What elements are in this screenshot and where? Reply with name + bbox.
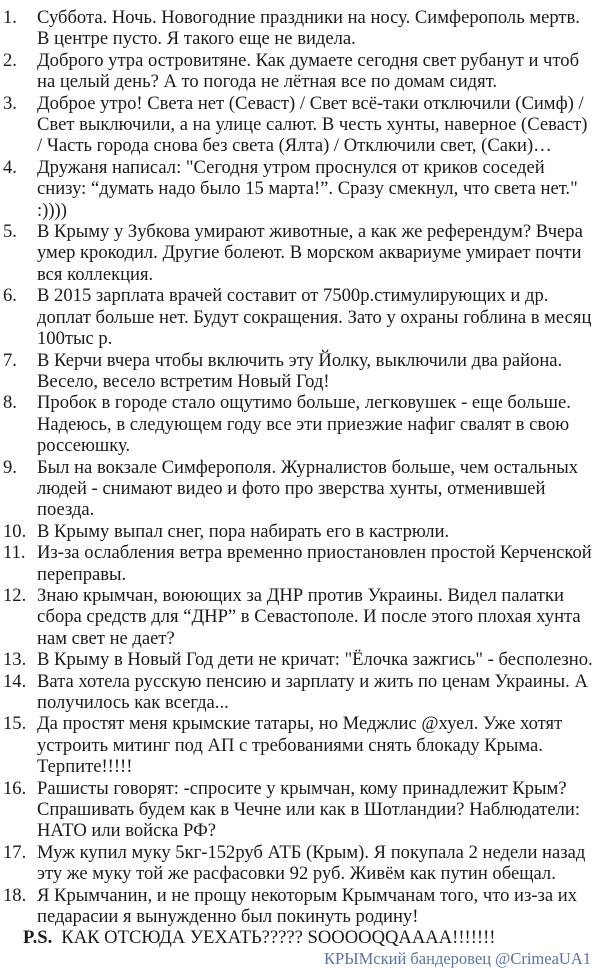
author-credit: КРЫМский бандеровец @CrimeaUA1 (324, 948, 591, 968)
item-text: Вата хотела русскую пенсию и зарплату и жить по ценам Украины. А получилось как всегда... (37, 670, 588, 713)
list-item (0, 885, 598, 928)
item-text: В Крыму у Зубкова умирают животные, а как же референдум? Вчера умер крокодил. Другие болеют. В морском аквариуме умирает почти вся коллекция. (37, 221, 583, 285)
numbered-list (0, 7, 598, 927)
list-item (0, 350, 598, 393)
list-item (0, 521, 598, 542)
item-text: В Крыму в Новый Год дети не кричат: "Ёлочка зажгись" - бесполезно. (37, 649, 593, 671)
item-number: 14. (3, 670, 27, 692)
list-item (0, 671, 598, 714)
list-item (0, 542, 598, 585)
item-number: 12. (3, 584, 27, 606)
item-text: В 2015 зарплата врачей составит от 7500р.стимулирующих и др. доплат больше нет. Будут сокращения. Зато у охраны гоблина в месяц 100тыс р. (37, 285, 592, 350)
list-item (0, 392, 598, 456)
list-item (0, 157, 598, 221)
item-text: Пробок в городе стало ощутимо больше, легковушек - еще больше. Надеюсь, в следующем году все эти приезжие нафиг свалят в свою россеюшку. (37, 392, 571, 457)
item-number: 3. (3, 92, 17, 114)
item-number: 5. (3, 221, 17, 243)
item-number: 16. (3, 777, 27, 799)
item-text: Дружаня написал: "Сегодня утром проснулся от криков соседей снизу: “думать надо было 15 марта!”. Сразу смекнул, что света нет." :)))) (37, 156, 578, 221)
item-text: Из-за ослабления ветра временно приостановлен простой Керченской переправы. (37, 542, 592, 585)
item-text: Был на вокзале Симферополя. Журналистов больше, чем остальных людей - снимают видео и фото про зверства хунты, отменившей поезда. (37, 456, 579, 521)
item-text: Да простят меня крымские татары, но Меджлис @хуел. Уже хотят устроить митинг под АП с требованиями снять блокаду Крыма. Терпите!!!!! (37, 713, 563, 778)
item-number: 2. (3, 49, 17, 71)
item-number: 4. (3, 156, 17, 178)
item-number: 1. (3, 7, 17, 28)
item-number: 8. (3, 392, 17, 414)
list-item (0, 7, 598, 50)
item-number: 17. (3, 841, 27, 863)
item-number: 7. (3, 349, 17, 371)
item-number: 9. (3, 456, 17, 478)
item-text: Суббота. Ночь. Новогодние праздники на носу. Симферополь мертв. В центре пусто. Я такого еще не видела. (37, 7, 580, 50)
list-item (0, 50, 598, 93)
item-number: 6. (3, 285, 17, 307)
item-text: Рашисты говорят: -спросите у крымчан, кому принадлежит Крым? Спрашивать будем как в Чечне или как в Шотландии? Наблюдатели: НАТО или войска РФ? (37, 777, 580, 842)
ps-text: КАК ОТСЮДА УЕХАТЬ????? SOOOOQQAAAA!!!!!!! (61, 927, 496, 949)
item-text: Доброго утра островитяне. Как думаете сегодня свет рубанут и чтоб на целый день? А то погода не лётная все по домам сидят. (37, 49, 580, 93)
list-item (0, 285, 598, 349)
item-text: В Крыму выпал снег, пора набирать его в кастрюли. (37, 520, 450, 542)
item-number: 13. (3, 649, 27, 671)
item-text: Муж купил муку 5кг-152руб АТБ (Крым). Я покупала 2 недели назад эту же муку той же расфасовки 92 руб. Живём как путин обещал. (37, 841, 586, 885)
list-item (0, 457, 598, 521)
item-text: Я Крымчанин, и не прощу некоторым Крымчанам того, что из-за их педарасии я вынужденно был покинуть родину! (37, 884, 578, 928)
list-item (0, 842, 598, 885)
item-number: 10. (3, 520, 27, 542)
item-text: Знаю крымчан, воюющих за ДНР против Украины. Видел палатки сбора средств для “ДНР” в Севастополе. И после этого плохая хунта нам свет не дает? (37, 584, 581, 649)
ps-line (0, 927, 598, 948)
list-item (0, 778, 598, 842)
item-number: 15. (3, 713, 27, 735)
list-item (0, 93, 598, 157)
ps-label: P.S. (23, 927, 53, 949)
list-item (0, 713, 598, 777)
item-number: 18. (3, 884, 27, 906)
list-item (0, 649, 598, 670)
item-text: В Керчи вчера чтобы включить эту Йолку, выключили два района. Весело, весело встретим Новый Год! (37, 349, 563, 392)
list-item (0, 585, 598, 649)
item-number: 11. (3, 542, 26, 564)
item-text: Доброе утро! Света нет (Севаст) / Свет всё-таки отключили (Симф) / Свет выключили, а на улице салют. В честь хунты, наверное (Севаст) / Часть города снова без света (Ялта) / Отключили свет, (Саки)… (37, 92, 588, 157)
list-item (0, 221, 598, 285)
